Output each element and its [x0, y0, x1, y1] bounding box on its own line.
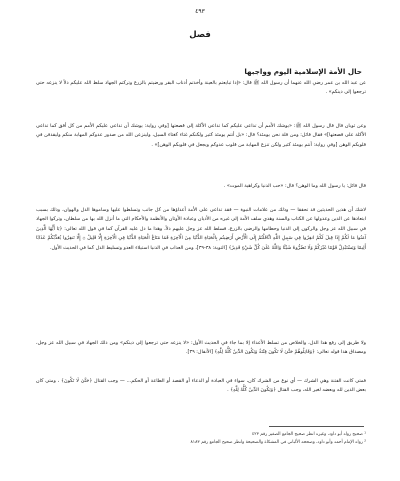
- paragraph-remedy: ولا طريق إلى رفع هذا الذل، والخلاص من تسلط الأعداء إلا بما جاء في الحديث الأول: «لا ينزعه حتى ترجعوا إلى دينكم» ومن ذلك الجهاد في سبيل الله عز وجل، ومصداق هذا قوله تعالى: ﴿وَقَاتِلُوهُمْ حَتَّىٰ لَا تَكُونَ فِتْنَةٌ وَيَكُونَ الدِّينُ كُلُّهُ لِلَّهِ﴾ [الأنفال: ٣٩].: [36, 340, 366, 356]
- footnote-1: ¹ صحيح رواه أبو داود، وغيره انظر صحيح الجامع الصغير رقم ٤٢٣: [251, 432, 366, 437]
- footnote-2: ² رواه الإمام أحمد وأبو داود، وصححه الألباني في المشكاة والصحيحة وانظر صحيح الجامع رقم ٨١٨٣: [190, 439, 366, 445]
- paragraph-fitna: فمتى كانت الفتنة وهي الشرك — أي نوع من الشرك كان، سواء في العبادة أو الدعاء أو القصد أو الطاعة أو الحكم... — وجب القتال ﴿حَتَّىٰ لَا تَكُونَ﴾ ، ومتى كان بعض الدين لله وبعضه لغير الله، وجب القتال ﴿وَيَكُونَ الدِّينُ كُلُّهُ لِلَّهِ﴾ .: [36, 378, 366, 394]
- subheading: حال الأمة الإسلامية اليوم وواجبها: [244, 67, 362, 76]
- footnotes: [36, 431, 366, 446]
- page-number: ٤٩٣: [195, 8, 205, 15]
- section-title: فصل: [189, 30, 211, 40]
- paragraph-hadith-2: وعن ثوبان قال قال رسول الله ﷺ: «يوشك الأمم أن تداعى عليكم كما تداعى الأكلة إلى قصعتها [وفي رواية: يوشك أن تداعى عليكم الأمم من كل أفق كما تداعى الأكلة على قصعتها]» فقال قائل: ومن قلة نحن يومئذ؟ قال: «بل أنتم يومئذ كثير ولكنكم غثاء كغثاء السيل، ولينزعن الله من صدور عدوكم المهابة منكم وليقذفن في قلوبكم الوهن [وفي رواية: أنتم يومئذ كثير ولكن تنزع المهابة من قلوب عدوكم ويجعل في قلوبكم الوهن]» .: [36, 123, 366, 148]
- paragraph-commentary: لاشك أن هذين الحديثين قد تحققا — وذلك من علامات النبوة — فقد تداعى على الأمة أعداؤها من كل جانب وتسلطوا عليها وساموها الذل والهوان، وذلك بسبب ابتعادها عن الدين وعدولها عن الكتاب والسنة وهدي سلف الأمة إلى غيره من الأديان وعبادة الأوثان والأنظمة والأحكام التي ما أنزل الله بها من سلطان، وتركوا الجهاد في سبيل الله عز وجل والركون إلى الدنيا وحطامها والرضى بالزرع، فسلط الله عز وجل عليهم ذلاً، وهذا ما دل عليه القرآن كما في قول الله تعالى: ﴿يَا أَيُّهَا الَّذِينَ آمَنُوا مَا لَكُمْ إِذَا قِيلَ لَكُمُ انفِرُوا فِي سَبِيلِ اللَّهِ اثَّاقَلْتُمْ إِلَى الْأَرْضِ أَرَضِيتُم بِالْحَيَاةِ الدُّنْيَا مِنَ الْآخِرَةِ فَمَا مَتَاعُ الْحَيَاةِ الدُّنْيَا فِي الْآخِرَةِ إِلَّا قَلِيلٌ ۞ إِلَّا تَنفِرُوا يُعَذِّبْكُمْ عَذَابًا أَلِيمًا وَيَسْتَبْدِلْ قَوْمًا غَيْرَكُمْ وَلَا تَضُرُّوهُ شَيْئًا وَاللَّهُ عَلَىٰ كُلِّ شَيْءٍ قَدِيرٌ﴾ [التوبة: ٣٨-٣٩]، ومن العذاب في الدنيا استيلاء العدو وتسليط الذل كما في الحديث الأول.: [36, 207, 366, 251]
- paragraph-hadith-1: عن عبد الله بن عمر رضي الله عنهما أن رسول الله ﷺ قال: «إذا تبايعتم بالعينة وأخذتم أذناب البقر ورضيتم بالزرع وتركتم الجهاد سلط الله عليكم ذلاً لا ينزعه حتى ترجعوا إلى دينكم» .: [36, 80, 366, 96]
- paragraph-question: قال قائل: يا رسول الله وما الوهن؟ قال: «حب الدنيا وكراهية الموت» .: [223, 183, 366, 189]
- footnote-separator: [269, 426, 364, 427]
